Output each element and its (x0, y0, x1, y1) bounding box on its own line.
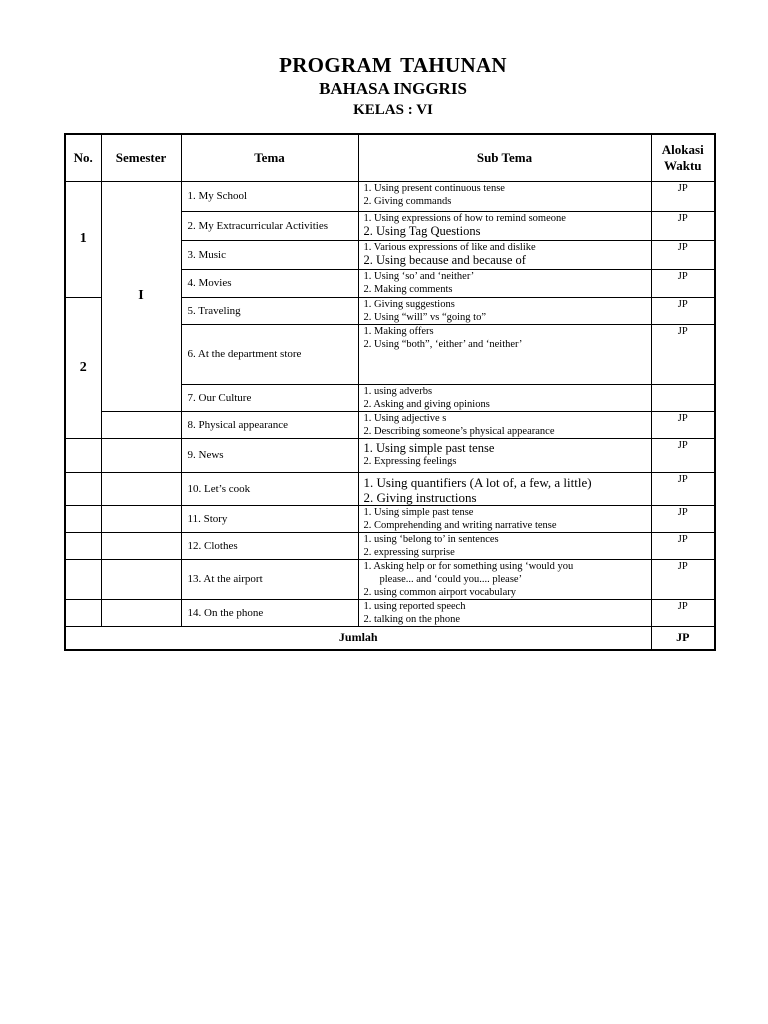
sub-tema-cell (358, 211, 651, 240)
alokasi-cell (651, 384, 715, 411)
sub-tema-item: 2. Making comments (363, 283, 453, 295)
header-waktu: Waktu (663, 157, 702, 173)
header-no: No. (65, 134, 101, 181)
sub-tema-item: 2. using common airport vocabulary (363, 586, 517, 598)
semester-empty-cell (101, 472, 181, 505)
jumlah-total: JP (651, 626, 715, 650)
table-footer-row (65, 626, 715, 650)
alokasi-cell: JP (651, 532, 715, 559)
sub-tema-item: 2. Expressing feelings (363, 455, 457, 467)
alokasi-cell: JP (651, 240, 715, 269)
tema-cell: 1. My School (181, 181, 358, 211)
no-empty-cell (65, 599, 101, 626)
alokasi-cell: JP (651, 472, 715, 505)
sub-tema-cell (358, 599, 651, 626)
no-empty-cell (65, 438, 101, 472)
semester-cell: I (101, 181, 181, 411)
sub-tema-item: 1. Using quantifiers (A lot of, a few, a little) (363, 474, 592, 490)
table-row (65, 411, 715, 438)
semester-empty-cell (101, 599, 181, 626)
header-sub-tema: Sub Tema (358, 134, 651, 181)
sub-tema-item: 2. Asking and giving opinions (363, 398, 490, 410)
sub-tema-item: 1. Using adjective s (363, 412, 447, 424)
tema-cell: 6. At the department store (181, 324, 358, 384)
alokasi-cell: JP (651, 411, 715, 438)
no-cell: 2 (65, 297, 101, 438)
sub-tema-item: 1. Using expressions of how to remind someone (363, 212, 566, 224)
semester-empty-cell (101, 438, 181, 472)
tema-cell: 5. Traveling (181, 297, 358, 324)
tema-cell: 11. Story (181, 505, 358, 532)
header-semester: Semester (101, 134, 181, 181)
document-class: KELAS : VI (353, 102, 433, 118)
alokasi-cell: JP (651, 505, 715, 532)
table-row (65, 559, 715, 599)
sub-tema-cell (358, 384, 651, 411)
sub-tema-cell (358, 269, 651, 297)
tema-cell: 4. Movies (181, 269, 358, 297)
alokasi-cell: JP (651, 181, 715, 211)
document-title-block (0, 52, 768, 120)
alokasi-cell: JP (651, 559, 715, 599)
header-alokasi-waktu (651, 134, 715, 181)
sub-tema-item: 2. Giving instructions (363, 489, 477, 505)
tema-cell: 12. Clothes (181, 532, 358, 559)
alokasi-cell: JP (651, 438, 715, 472)
alokasi-cell: JP (651, 297, 715, 324)
sub-tema-item: 1. using adverbs (363, 385, 433, 397)
no-cell: 1 (65, 181, 101, 297)
semester-empty-cell (101, 532, 181, 559)
sub-tema-item: 1. Giving suggestions (363, 298, 455, 310)
tema-cell: 9. News (181, 438, 358, 472)
table-row (65, 599, 715, 626)
sub-tema-item: 1. Using ‘so’ and ‘neither’ (363, 270, 475, 282)
alokasi-cell: JP (651, 324, 715, 384)
no-empty-cell (65, 505, 101, 532)
document-title: PROGRAM TAHUNAN (279, 53, 507, 77)
sub-tema-item: 1. Making offers (363, 325, 434, 337)
sub-tema-item: please... and ‘could you.... please’ (379, 573, 523, 585)
sub-tema-cell (358, 559, 651, 599)
sub-tema-cell (358, 472, 651, 505)
sub-tema-item: 2. Giving commands (363, 195, 452, 207)
sub-tema-item: 2. expressing surprise (363, 546, 455, 558)
sub-tema-cell (358, 181, 651, 211)
sub-tema-cell (358, 240, 651, 269)
no-empty-cell (65, 532, 101, 559)
document-subject: BAHASA INGGRIS (319, 79, 467, 98)
sub-tema-item: 1. using reported speech (363, 600, 466, 612)
semester-empty-cell (101, 505, 181, 532)
sub-tema-item: 1. Asking help or for something using ‘would you (363, 560, 574, 572)
sub-tema-cell (358, 532, 651, 559)
sub-tema-item: 2. talking on the phone (363, 613, 461, 625)
sub-tema-cell (358, 411, 651, 438)
alokasi-cell: JP (651, 599, 715, 626)
sub-tema-item: 1. Various expressions of like and dislike (363, 241, 536, 253)
tema-cell: 7. Our Culture (181, 384, 358, 411)
sub-tema-item: 1. Using simple past tense (363, 440, 495, 455)
sub-tema-item: 1. using ‘belong to’ in sentences (363, 533, 499, 545)
tema-cell: 2. My Extracurricular Activities (181, 211, 358, 240)
sub-tema-cell (358, 505, 651, 532)
sub-tema-item: 2. Using Tag Questions (363, 223, 481, 238)
table-header-row (65, 134, 715, 181)
sub-tema-item: 1. Using present continuous tense (363, 182, 505, 194)
semester-empty-cell (101, 411, 181, 438)
sub-tema-cell (358, 438, 651, 472)
tema-cell: 3. Music (181, 240, 358, 269)
sub-tema-cell (358, 297, 651, 324)
header-alokasi: Alokasi (661, 141, 704, 157)
sub-tema-cell (358, 324, 651, 384)
table-row (65, 181, 715, 211)
tema-cell: 10. Let’s cook (181, 472, 358, 505)
alokasi-cell: JP (651, 269, 715, 297)
sub-tema-item: 2. Comprehending and writing narrative tense (363, 519, 557, 531)
annual-program-table (64, 133, 716, 651)
table-row (65, 532, 715, 559)
header-tema: Tema (181, 134, 358, 181)
semester-empty-cell (101, 559, 181, 599)
sub-tema-item: 1. Using simple past tense (363, 506, 474, 518)
tema-cell: 8. Physical appearance (181, 411, 358, 438)
sub-tema-item: 2. Using “will” vs “going to” (363, 311, 486, 323)
table-row (65, 505, 715, 532)
tema-cell: 13. At the airport (181, 559, 358, 599)
sub-tema-item: 2. Using “both”, ‘either’ and ‘neither’ (363, 338, 523, 350)
sub-tema-item: 2. Using because and because of (363, 252, 526, 267)
alokasi-cell: JP (651, 211, 715, 240)
table-row (65, 472, 715, 505)
no-empty-cell (65, 472, 101, 505)
no-empty-cell (65, 559, 101, 599)
sub-tema-item: 2. Describing someone’s physical appearance (363, 425, 555, 437)
table-row (65, 438, 715, 472)
jumlah-label: Jumlah (65, 626, 651, 650)
tema-cell: 14. On the phone (181, 599, 358, 626)
